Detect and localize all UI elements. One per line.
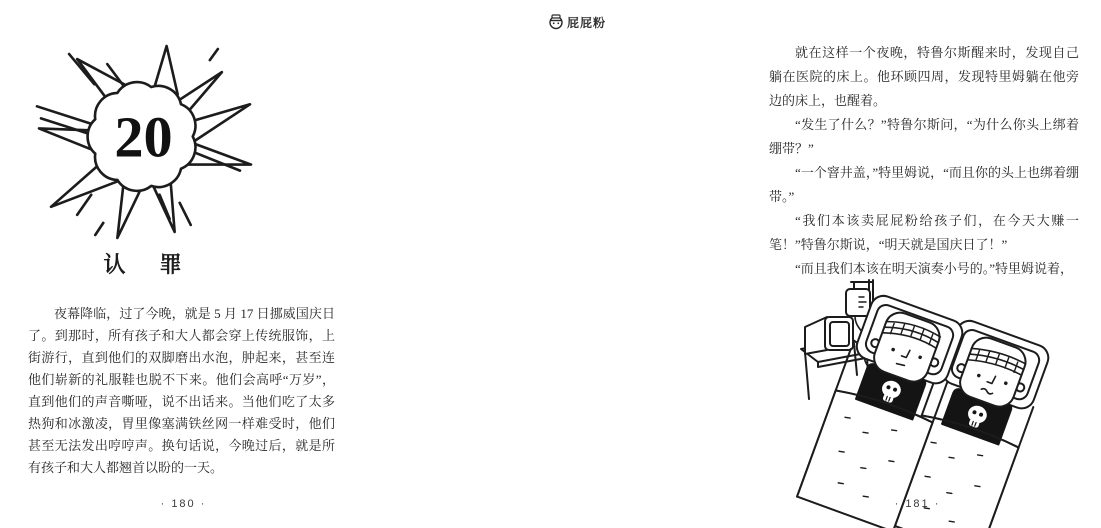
paragraph: “而且我们本该在明天演奏小号的。”特里姆说着， [795,261,1074,276]
left-page-text [28,303,335,479]
paragraph: 就在这样一个夜晚，特鲁尔斯醒来时，发现自己躺在医院的床上。他环顾四周，发现特里姆躺在他旁边的床上，也醒着。 [769,45,1079,108]
hospital-beds-illustration [791,277,1087,492]
page-right [367,0,1079,528]
page-number-right: · 181 · [894,498,941,510]
chapter-badge [36,44,254,242]
hospital-beds-drawing [791,277,1087,492]
right-page-text [769,41,1079,281]
page-number-left: · 180 · [160,498,207,510]
tv-icon [805,317,853,354]
page-left [0,0,367,528]
starburst-doodle [36,44,254,242]
paragraph: 夜幕降临，过了今晚，就是 5 月 17 日挪威国庆日了。到那时，所有孩子和大人都会穿上传统服饰，上街游行，直到他们的双脚磨出水泡，肿起来，甚至连他们崭新的礼服鞋也脱不下来。他们会高呼“万岁”，直到他们的声音嘶哑，说不出话来。当他们吃了太多热狗和冰激凌，胃里像塞满铁丝网一样难受时，他们甚至无法发出哼哼声。换句话说，今晚过后，就是所有孩子和大人都翘首以盼的一天。 [28,306,335,475]
chapter-number: 20 [114,104,173,170]
paragraph: “我们本该卖屁屁粉给孩子们，在今天大赚一笔！”特鲁尔斯说，“明天就是国庆日了！” [769,213,1079,252]
chapter-title: 认 罪 [103,252,188,277]
paragraph: “发生了什么？”特鲁尔斯问，“为什么你头上绑着绷带？” [769,117,1079,156]
series-title: 屁屁粉 [567,15,607,30]
paragraph: “一个窨井盖，”特里姆说，“而且你的头上也绑着绷带。” [769,165,1079,204]
